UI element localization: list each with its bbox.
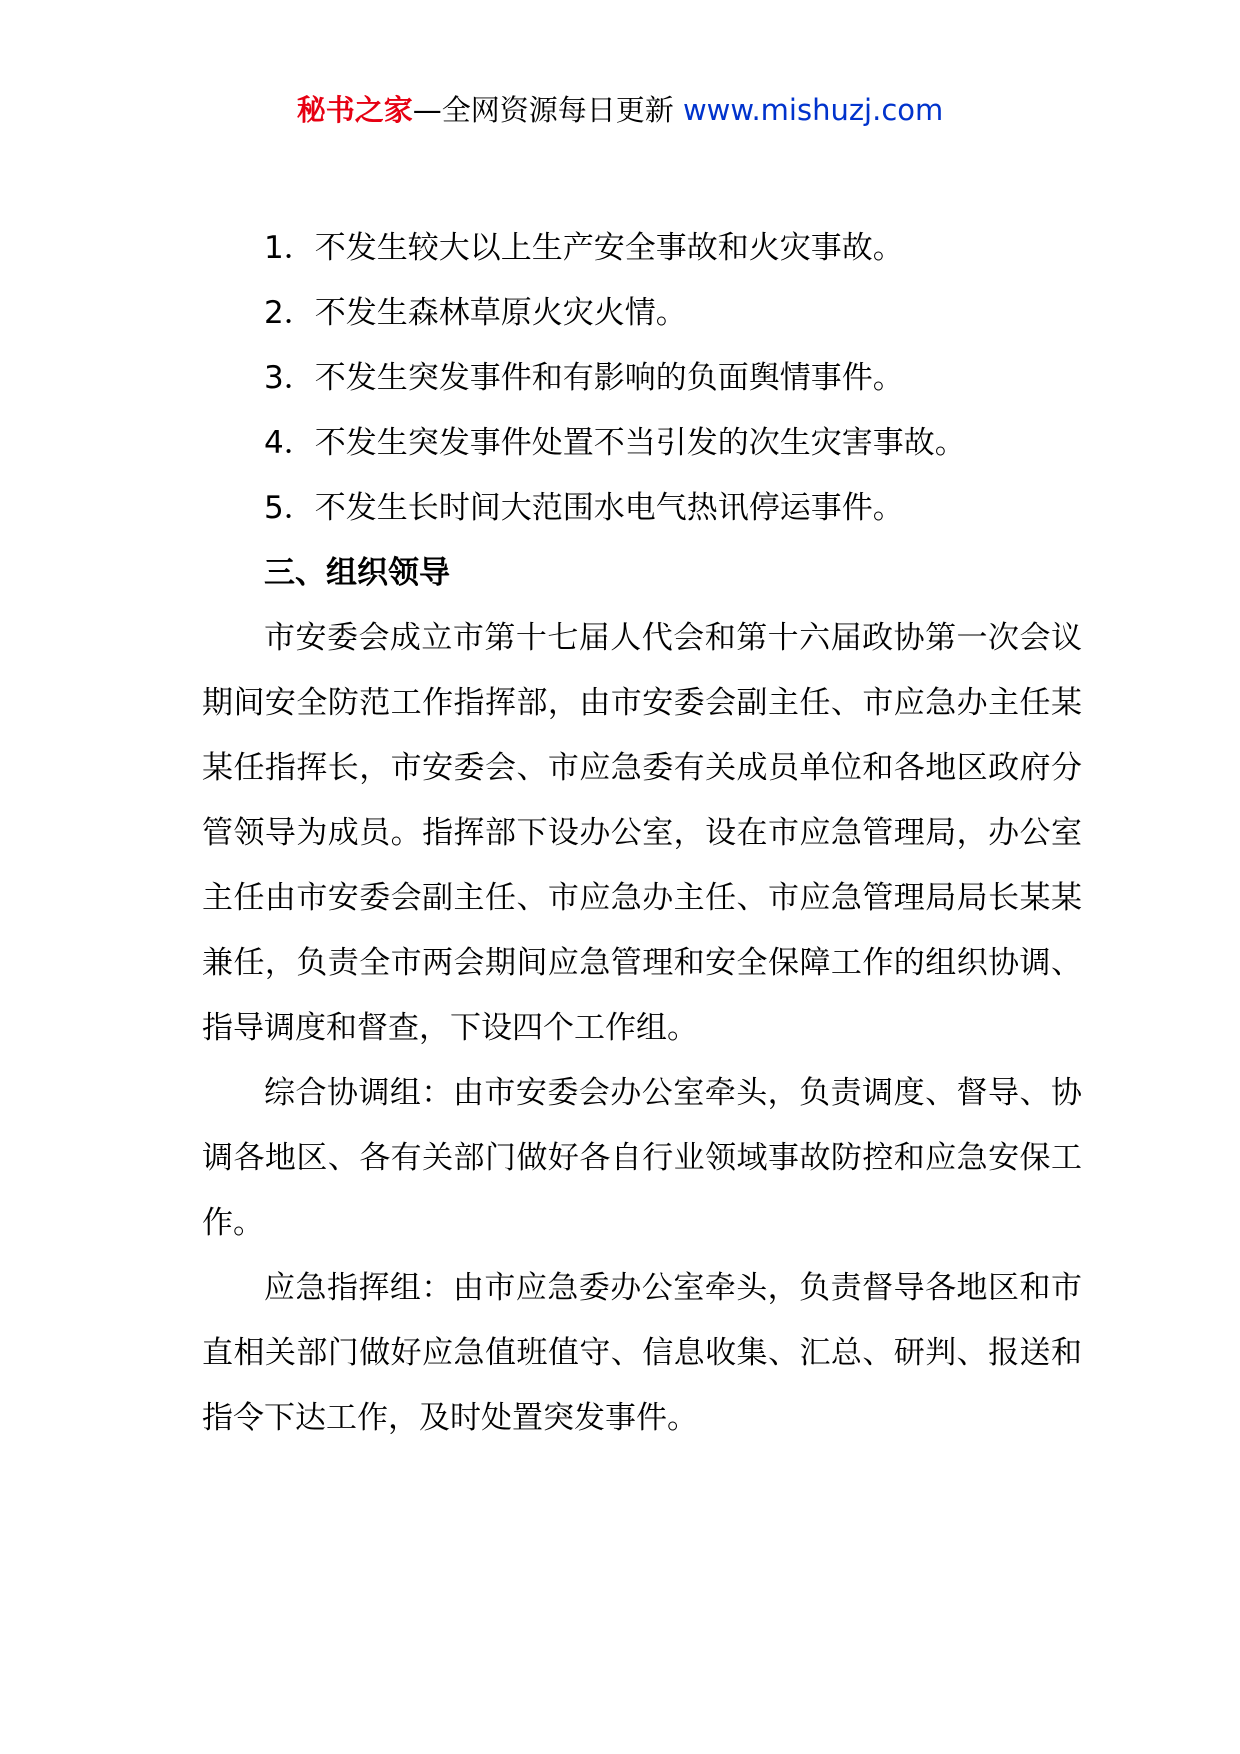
list-item: 4．不发生突发事件处置不当引发的次生灾害事故。 xyxy=(264,425,966,461)
header-tagline: —全网资源每日更新 xyxy=(412,93,674,127)
brand-name: 秘书之家 xyxy=(296,93,413,127)
paragraph: 应急指挥组：由市应急委办公室牵头，负责督导各地区和市直相关部门做好应急值班值守、信息收集、汇总、研判、报送和指令下达工作，及时处置突发事件。 xyxy=(202,1270,1082,1436)
paragraph: 市安委会成立市第十七届人代会和第十六届政协第一次会议期间安全防范工作指挥部，由市安委会副主任、市应急办主任某某任指挥长，市安委会、市应急委有关成员单位和各地区政府分管领导为成员。指挥部下设办公室，设在市应急管理局，办公室主任由市安委会副主任、市应急办主任、市应急管理局局长某某兼任，负责全市两会期间应急管理和安全保障工作的组织协调、指导调度和督查，下设四个工作组。 xyxy=(202,620,1082,1046)
document-body xyxy=(202,216,1082,1451)
paragraph: 综合协调组：由市安委会办公室牵头，负责调度、督导、协调各地区、各有关部门做好各自行业领域事故防控和应急安保工作。 xyxy=(202,1075,1082,1241)
list-item: 5．不发生长时间大范围水电气热讯停运事件。 xyxy=(264,490,904,526)
list-item: 2．不发生森林草原火灾火情。 xyxy=(264,295,687,331)
section-heading: 三、组织领导 xyxy=(264,555,450,591)
list-item: 3．不发生突发事件和有影响的负面舆情事件。 xyxy=(264,360,904,396)
site-url-link[interactable]: www.mishuzj.com xyxy=(682,93,944,127)
list-item: 1．不发生较大以上生产安全事故和火灾事故。 xyxy=(264,230,904,266)
page-header xyxy=(0,90,1240,130)
